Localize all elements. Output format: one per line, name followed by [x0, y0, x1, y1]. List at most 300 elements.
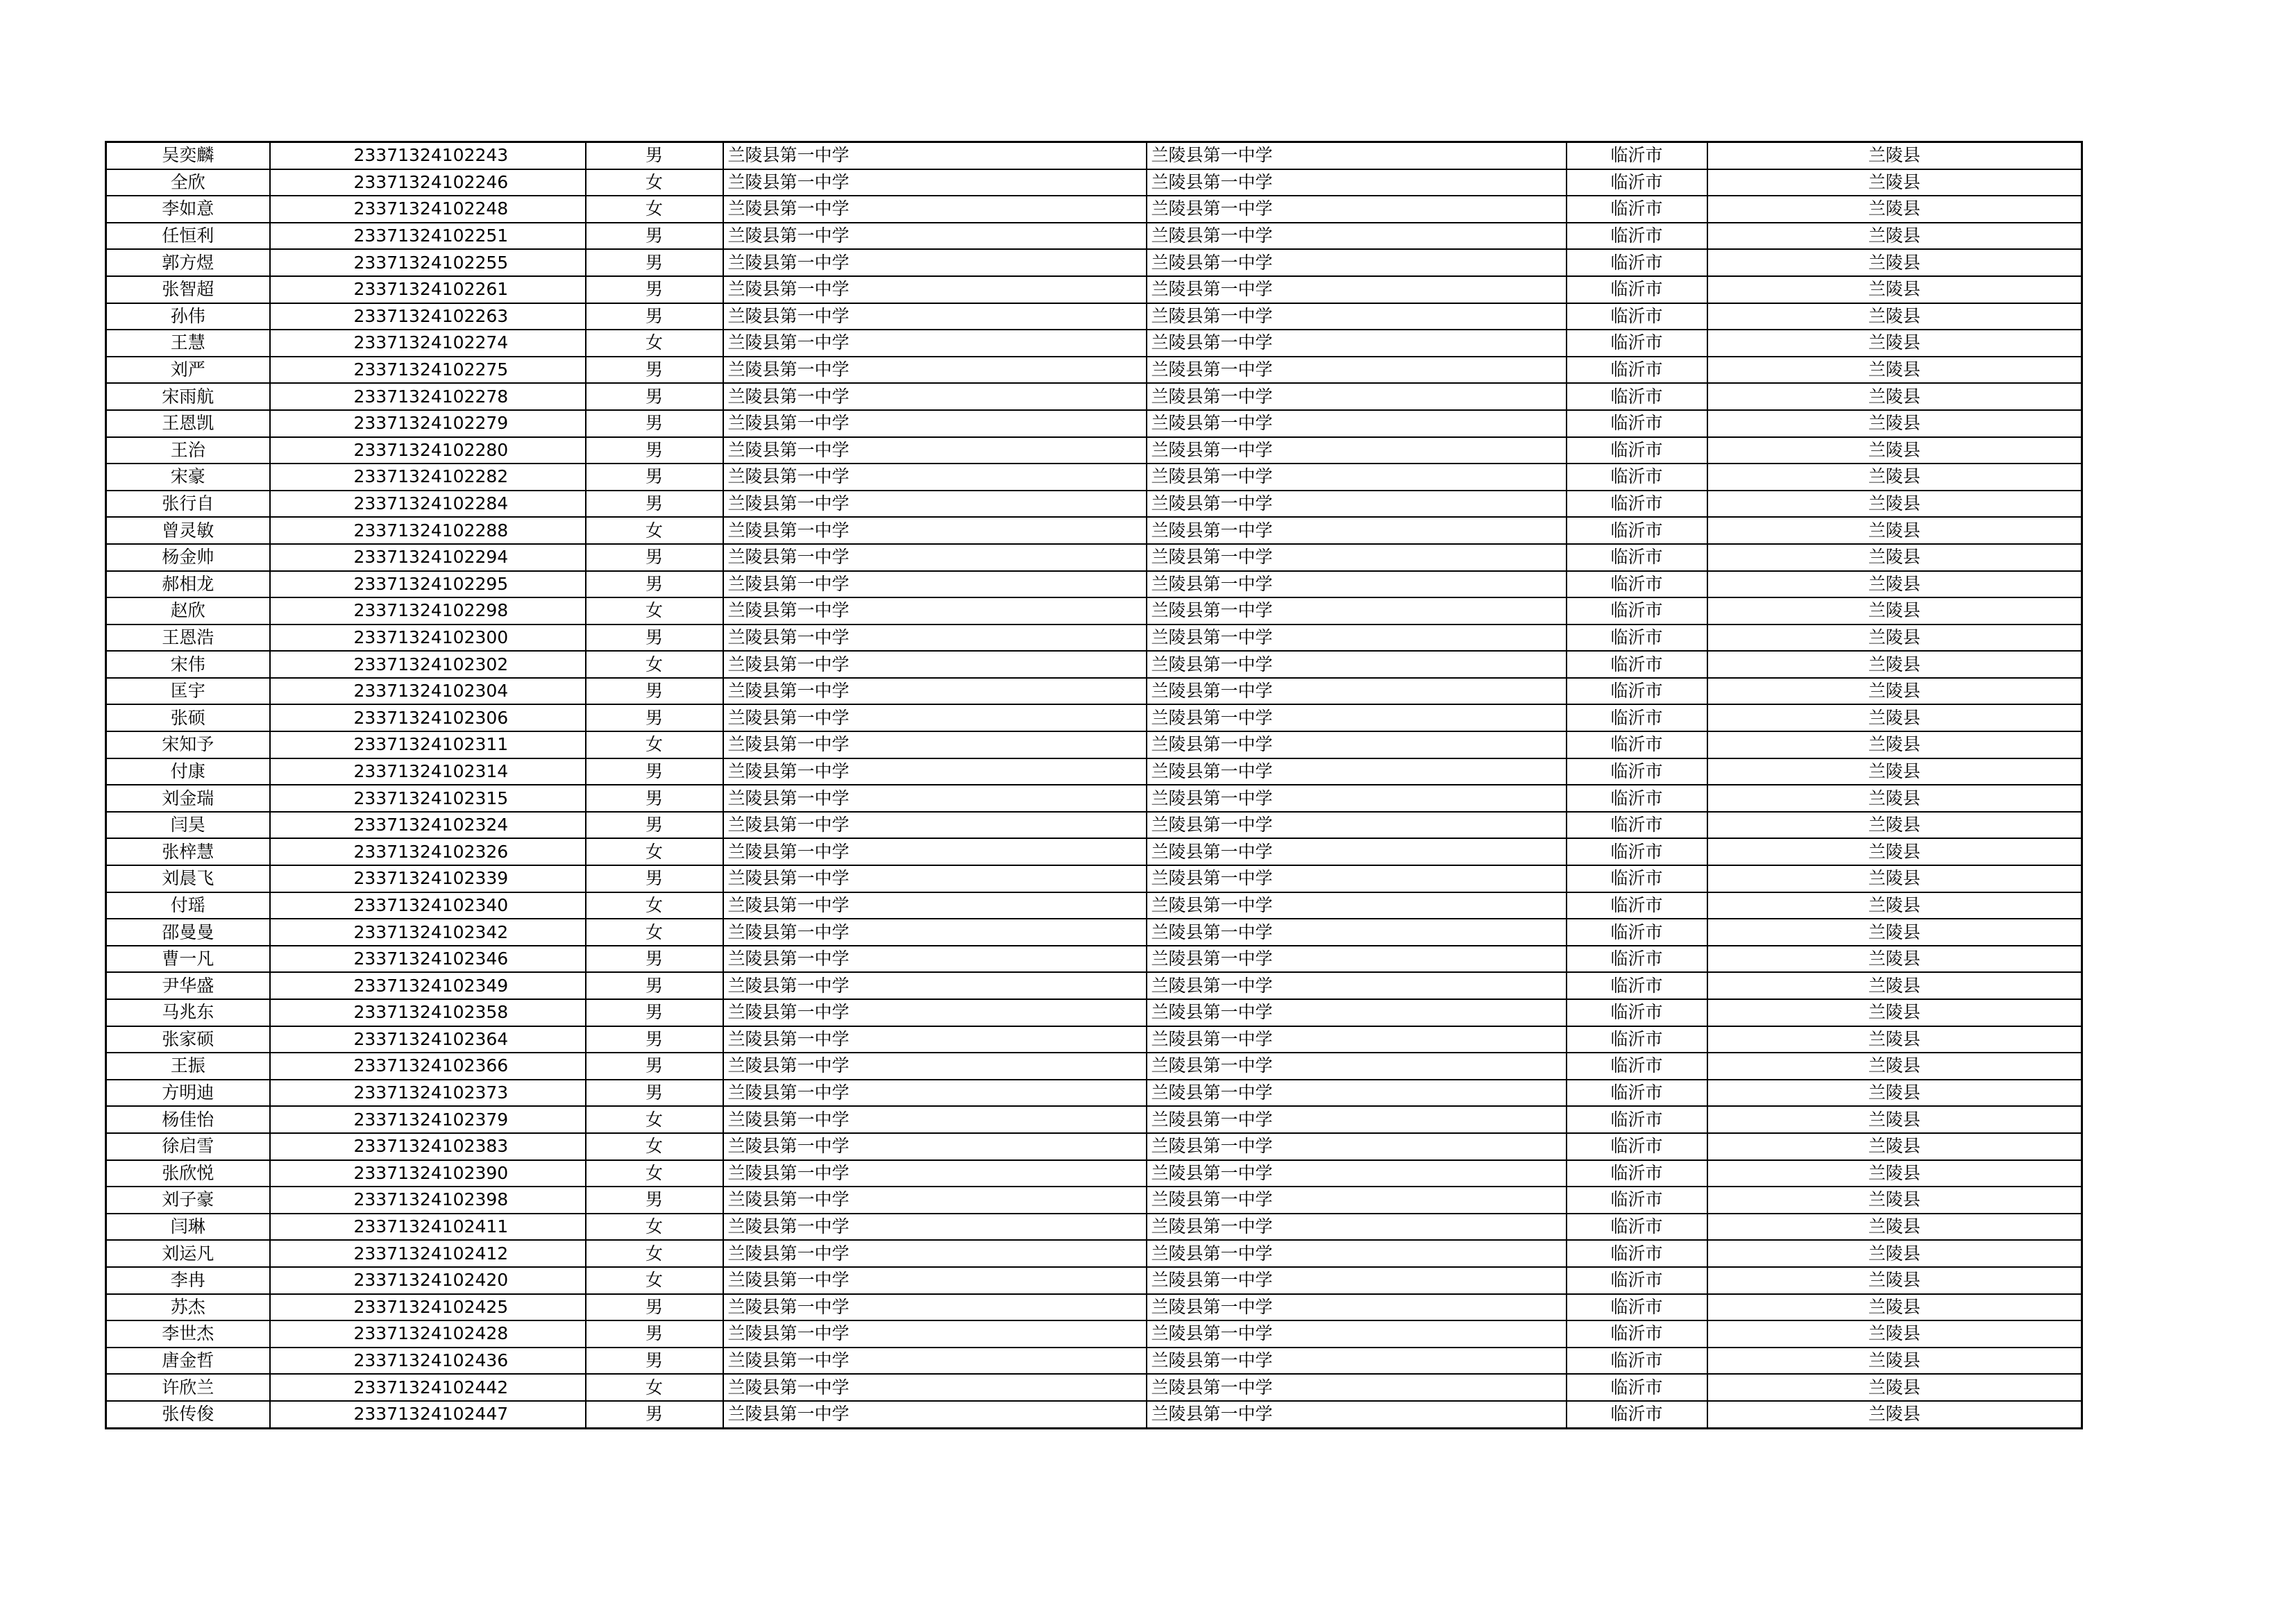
county-cell: 兰陵县: [1707, 1080, 2082, 1107]
exam-id-cell: 23371324102436: [270, 1348, 586, 1375]
table-row: [106, 1187, 2082, 1214]
city-cell: 临沂市: [1567, 357, 1707, 384]
student-name-cell: 张智超: [106, 276, 270, 303]
city-cell: 临沂市: [1567, 946, 1707, 973]
school-cell: 兰陵县第一中学: [723, 919, 1147, 946]
school-cell: 兰陵县第一中学: [723, 1348, 1147, 1375]
city-cell: 临沂市: [1567, 1320, 1707, 1348]
registration-school-cell: 兰陵县第一中学: [1147, 383, 1567, 410]
table-row: [106, 196, 2082, 223]
city-cell: 临沂市: [1567, 571, 1707, 598]
gender-cell: 男: [586, 464, 723, 491]
county-cell: 兰陵县: [1707, 437, 2082, 464]
county-cell: 兰陵县: [1707, 892, 2082, 919]
student-name-cell: 苏杰: [106, 1294, 270, 1321]
table-row: [106, 731, 2082, 758]
student-name-cell: 唐金哲: [106, 1348, 270, 1375]
city-cell: 临沂市: [1567, 704, 1707, 731]
exam-id-cell: 23371324102442: [270, 1374, 586, 1401]
county-cell: 兰陵县: [1707, 544, 2082, 571]
gender-cell: 男: [586, 571, 723, 598]
gender-cell: 女: [586, 1160, 723, 1187]
exam-id-cell: 23371324102425: [270, 1294, 586, 1321]
gender-cell: 男: [586, 1080, 723, 1107]
school-cell: 兰陵县第一中学: [723, 1401, 1147, 1428]
exam-id-cell: 23371324102366: [270, 1053, 586, 1080]
school-cell: 兰陵县第一中学: [723, 1214, 1147, 1241]
school-cell: 兰陵县第一中学: [723, 383, 1147, 410]
county-cell: 兰陵县: [1707, 383, 2082, 410]
gender-cell: 男: [586, 303, 723, 330]
gender-cell: 男: [586, 1187, 723, 1214]
gender-cell: 男: [586, 1348, 723, 1375]
gender-cell: 女: [586, 1214, 723, 1241]
city-cell: 临沂市: [1567, 410, 1707, 437]
exam-id-cell: 23371324102349: [270, 972, 586, 999]
registration-school-cell: 兰陵县第一中学: [1147, 196, 1567, 223]
county-cell: 兰陵县: [1707, 223, 2082, 250]
registration-school-cell: 兰陵县第一中学: [1147, 678, 1567, 705]
exam-id-cell: 23371324102420: [270, 1267, 586, 1294]
city-cell: 临沂市: [1567, 678, 1707, 705]
gender-cell: 男: [586, 357, 723, 384]
exam-id-cell: 23371324102326: [270, 838, 586, 865]
gender-cell: 男: [586, 276, 723, 303]
school-cell: 兰陵县第一中学: [723, 624, 1147, 652]
table-row: [106, 571, 2082, 598]
city-cell: 临沂市: [1567, 758, 1707, 785]
exam-id-cell: 23371324102315: [270, 785, 586, 812]
school-cell: 兰陵县第一中学: [723, 491, 1147, 518]
table-row: [106, 1026, 2082, 1053]
roster-body: [106, 142, 2082, 1429]
exam-id-cell: 23371324102300: [270, 624, 586, 652]
student-name-cell: 孙伟: [106, 303, 270, 330]
school-cell: 兰陵县第一中学: [723, 303, 1147, 330]
school-cell: 兰陵县第一中学: [723, 142, 1147, 169]
table-row: [106, 276, 2082, 303]
student-name-cell: 全欣: [106, 169, 270, 196]
registration-school-cell: 兰陵县第一中学: [1147, 1374, 1567, 1401]
city-cell: 临沂市: [1567, 972, 1707, 999]
county-cell: 兰陵县: [1707, 491, 2082, 518]
table-row: [106, 1374, 2082, 1401]
registration-school-cell: 兰陵县第一中学: [1147, 1348, 1567, 1375]
county-cell: 兰陵县: [1707, 838, 2082, 865]
registration-school-cell: 兰陵县第一中学: [1147, 276, 1567, 303]
student-name-cell: 方明迪: [106, 1080, 270, 1107]
gender-cell: 女: [586, 1240, 723, 1267]
county-cell: 兰陵县: [1707, 1214, 2082, 1241]
student-name-cell: 张欣悦: [106, 1160, 270, 1187]
county-cell: 兰陵县: [1707, 1026, 2082, 1053]
exam-id-cell: 23371324102428: [270, 1320, 586, 1348]
registration-school-cell: 兰陵县第一中学: [1147, 437, 1567, 464]
school-cell: 兰陵县第一中学: [723, 704, 1147, 731]
exam-id-cell: 23371324102412: [270, 1240, 586, 1267]
table-row: [106, 169, 2082, 196]
city-cell: 临沂市: [1567, 838, 1707, 865]
student-name-cell: 张硕: [106, 704, 270, 731]
gender-cell: 女: [586, 919, 723, 946]
school-cell: 兰陵县第一中学: [723, 785, 1147, 812]
city-cell: 临沂市: [1567, 1214, 1707, 1241]
city-cell: 临沂市: [1567, 865, 1707, 892]
county-cell: 兰陵县: [1707, 357, 2082, 384]
county-cell: 兰陵县: [1707, 678, 2082, 705]
registration-school-cell: 兰陵县第一中学: [1147, 169, 1567, 196]
county-cell: 兰陵县: [1707, 919, 2082, 946]
school-cell: 兰陵县第一中学: [723, 1026, 1147, 1053]
student-name-cell: 付康: [106, 758, 270, 785]
gender-cell: 女: [586, 169, 723, 196]
table-row: [106, 464, 2082, 491]
registration-school-cell: 兰陵县第一中学: [1147, 1214, 1567, 1241]
city-cell: 临沂市: [1567, 1401, 1707, 1428]
county-cell: 兰陵县: [1707, 624, 2082, 652]
city-cell: 临沂市: [1567, 785, 1707, 812]
student-name-cell: 王恩浩: [106, 624, 270, 652]
registration-school-cell: 兰陵县第一中学: [1147, 1026, 1567, 1053]
county-cell: 兰陵县: [1707, 196, 2082, 223]
registration-school-cell: 兰陵县第一中学: [1147, 1401, 1567, 1428]
gender-cell: 男: [586, 865, 723, 892]
table-row: [106, 357, 2082, 384]
county-cell: 兰陵县: [1707, 276, 2082, 303]
gender-cell: 男: [586, 544, 723, 571]
school-cell: 兰陵县第一中学: [723, 1053, 1147, 1080]
gender-cell: 男: [586, 1320, 723, 1348]
registration-school-cell: 兰陵县第一中学: [1147, 330, 1567, 357]
registration-school-cell: 兰陵县第一中学: [1147, 142, 1567, 169]
school-cell: 兰陵县第一中学: [723, 678, 1147, 705]
city-cell: 临沂市: [1567, 597, 1707, 624]
table-row: [106, 249, 2082, 276]
county-cell: 兰陵县: [1707, 1294, 2082, 1321]
gender-cell: 男: [586, 999, 723, 1026]
student-name-cell: 王振: [106, 1053, 270, 1080]
gender-cell: 男: [586, 946, 723, 973]
gender-cell: 男: [586, 1053, 723, 1080]
table-row: [106, 1240, 2082, 1267]
table-row: [106, 1294, 2082, 1321]
student-name-cell: 宋知予: [106, 731, 270, 758]
student-name-cell: 李如意: [106, 196, 270, 223]
table-row: [106, 946, 2082, 973]
city-cell: 临沂市: [1567, 169, 1707, 196]
city-cell: 临沂市: [1567, 1187, 1707, 1214]
city-cell: 临沂市: [1567, 464, 1707, 491]
table-row: [106, 544, 2082, 571]
exam-id-cell: 23371324102311: [270, 731, 586, 758]
registration-school-cell: 兰陵县第一中学: [1147, 1240, 1567, 1267]
city-cell: 临沂市: [1567, 491, 1707, 518]
gender-cell: 女: [586, 651, 723, 678]
city-cell: 临沂市: [1567, 1133, 1707, 1160]
school-cell: 兰陵县第一中学: [723, 437, 1147, 464]
registration-school-cell: 兰陵县第一中学: [1147, 223, 1567, 250]
county-cell: 兰陵县: [1707, 1240, 2082, 1267]
city-cell: 临沂市: [1567, 437, 1707, 464]
county-cell: 兰陵县: [1707, 1053, 2082, 1080]
student-name-cell: 曾灵敏: [106, 517, 270, 544]
county-cell: 兰陵县: [1707, 517, 2082, 544]
county-cell: 兰陵县: [1707, 464, 2082, 491]
county-cell: 兰陵县: [1707, 865, 2082, 892]
student-name-cell: 任恒利: [106, 223, 270, 250]
registration-school-cell: 兰陵县第一中学: [1147, 758, 1567, 785]
table-row: [106, 1160, 2082, 1187]
city-cell: 临沂市: [1567, 196, 1707, 223]
school-cell: 兰陵县第一中学: [723, 1267, 1147, 1294]
city-cell: 临沂市: [1567, 1106, 1707, 1133]
exam-id-cell: 23371324102288: [270, 517, 586, 544]
exam-id-cell: 23371324102398: [270, 1187, 586, 1214]
school-cell: 兰陵县第一中学: [723, 1080, 1147, 1107]
registration-school-cell: 兰陵县第一中学: [1147, 651, 1567, 678]
city-cell: 临沂市: [1567, 303, 1707, 330]
city-cell: 临沂市: [1567, 999, 1707, 1026]
exam-id-cell: 23371324102447: [270, 1401, 586, 1428]
registration-school-cell: 兰陵县第一中学: [1147, 838, 1567, 865]
exam-id-cell: 23371324102248: [270, 196, 586, 223]
exam-id-cell: 23371324102279: [270, 410, 586, 437]
county-cell: 兰陵县: [1707, 1187, 2082, 1214]
registration-school-cell: 兰陵县第一中学: [1147, 1294, 1567, 1321]
student-name-cell: 马兆东: [106, 999, 270, 1026]
student-name-cell: 刘晨飞: [106, 865, 270, 892]
table-row: [106, 678, 2082, 705]
student-name-cell: 王治: [106, 437, 270, 464]
school-cell: 兰陵县第一中学: [723, 464, 1147, 491]
school-cell: 兰陵县第一中学: [723, 517, 1147, 544]
city-cell: 临沂市: [1567, 223, 1707, 250]
exam-id-cell: 23371324102358: [270, 999, 586, 1026]
county-cell: 兰陵县: [1707, 999, 2082, 1026]
gender-cell: 男: [586, 491, 723, 518]
table-row: [106, 437, 2082, 464]
exam-id-cell: 23371324102314: [270, 758, 586, 785]
city-cell: 临沂市: [1567, 624, 1707, 652]
exam-id-cell: 23371324102379: [270, 1106, 586, 1133]
county-cell: 兰陵县: [1707, 1348, 2082, 1375]
school-cell: 兰陵县第一中学: [723, 544, 1147, 571]
city-cell: 临沂市: [1567, 1374, 1707, 1401]
city-cell: 临沂市: [1567, 330, 1707, 357]
county-cell: 兰陵县: [1707, 1374, 2082, 1401]
table-row: [106, 223, 2082, 250]
table-row: [106, 491, 2082, 518]
exam-id-cell: 23371324102280: [270, 437, 586, 464]
school-cell: 兰陵县第一中学: [723, 249, 1147, 276]
school-cell: 兰陵县第一中学: [723, 410, 1147, 437]
table-row: [106, 865, 2082, 892]
school-cell: 兰陵县第一中学: [723, 651, 1147, 678]
gender-cell: 男: [586, 972, 723, 999]
city-cell: 临沂市: [1567, 1240, 1707, 1267]
exam-id-cell: 23371324102324: [270, 812, 586, 839]
county-cell: 兰陵县: [1707, 1267, 2082, 1294]
county-cell: 兰陵县: [1707, 812, 2082, 839]
exam-id-cell: 23371324102263: [270, 303, 586, 330]
student-name-cell: 闫昊: [106, 812, 270, 839]
table-row: [106, 1267, 2082, 1294]
school-cell: 兰陵县第一中学: [723, 946, 1147, 973]
gender-cell: 男: [586, 758, 723, 785]
school-cell: 兰陵县第一中学: [723, 571, 1147, 598]
city-cell: 临沂市: [1567, 1267, 1707, 1294]
school-cell: 兰陵县第一中学: [723, 1374, 1147, 1401]
student-name-cell: 张行自: [106, 491, 270, 518]
county-cell: 兰陵县: [1707, 1133, 2082, 1160]
county-cell: 兰陵县: [1707, 731, 2082, 758]
table-row: [106, 330, 2082, 357]
city-cell: 临沂市: [1567, 544, 1707, 571]
exam-id-cell: 23371324102246: [270, 169, 586, 196]
registration-school-cell: 兰陵县第一中学: [1147, 919, 1567, 946]
registration-school-cell: 兰陵县第一中学: [1147, 464, 1567, 491]
school-cell: 兰陵县第一中学: [723, 1187, 1147, 1214]
exam-id-cell: 23371324102346: [270, 946, 586, 973]
exam-id-cell: 23371324102304: [270, 678, 586, 705]
county-cell: 兰陵县: [1707, 1106, 2082, 1133]
exam-id-cell: 23371324102340: [270, 892, 586, 919]
table-row: [106, 303, 2082, 330]
county-cell: 兰陵县: [1707, 785, 2082, 812]
exam-id-cell: 23371324102278: [270, 383, 586, 410]
gender-cell: 男: [586, 223, 723, 250]
gender-cell: 男: [586, 785, 723, 812]
registration-school-cell: 兰陵县第一中学: [1147, 624, 1567, 652]
registration-school-cell: 兰陵县第一中学: [1147, 357, 1567, 384]
exam-id-cell: 23371324102295: [270, 571, 586, 598]
gender-cell: 女: [586, 1374, 723, 1401]
school-cell: 兰陵县第一中学: [723, 357, 1147, 384]
school-cell: 兰陵县第一中学: [723, 597, 1147, 624]
school-cell: 兰陵县第一中学: [723, 758, 1147, 785]
table-row: [106, 142, 2082, 169]
exam-id-cell: 23371324102275: [270, 357, 586, 384]
registration-school-cell: 兰陵县第一中学: [1147, 865, 1567, 892]
table-row: [106, 758, 2082, 785]
exam-id-cell: 23371324102383: [270, 1133, 586, 1160]
registration-school-cell: 兰陵县第一中学: [1147, 517, 1567, 544]
school-cell: 兰陵县第一中学: [723, 223, 1147, 250]
exam-id-cell: 23371324102339: [270, 865, 586, 892]
student-name-cell: 张家硕: [106, 1026, 270, 1053]
table-row: [106, 838, 2082, 865]
county-cell: 兰陵县: [1707, 142, 2082, 169]
school-cell: 兰陵县第一中学: [723, 731, 1147, 758]
table-row: [106, 410, 2082, 437]
exam-id-cell: 23371324102243: [270, 142, 586, 169]
gender-cell: 女: [586, 196, 723, 223]
gender-cell: 女: [586, 597, 723, 624]
registration-school-cell: 兰陵县第一中学: [1147, 704, 1567, 731]
student-roster-table: [105, 141, 2083, 1429]
school-cell: 兰陵县第一中学: [723, 972, 1147, 999]
school-cell: 兰陵县第一中学: [723, 812, 1147, 839]
registration-school-cell: 兰陵县第一中学: [1147, 1320, 1567, 1348]
student-name-cell: 杨金帅: [106, 544, 270, 571]
gender-cell: 女: [586, 892, 723, 919]
table-row: [106, 704, 2082, 731]
gender-cell: 女: [586, 838, 723, 865]
county-cell: 兰陵县: [1707, 597, 2082, 624]
registration-school-cell: 兰陵县第一中学: [1147, 1080, 1567, 1107]
registration-school-cell: 兰陵县第一中学: [1147, 785, 1567, 812]
student-name-cell: 付瑶: [106, 892, 270, 919]
city-cell: 临沂市: [1567, 1026, 1707, 1053]
county-cell: 兰陵县: [1707, 249, 2082, 276]
registration-school-cell: 兰陵县第一中学: [1147, 571, 1567, 598]
gender-cell: 男: [586, 1294, 723, 1321]
city-cell: 临沂市: [1567, 276, 1707, 303]
student-name-cell: 刘严: [106, 357, 270, 384]
city-cell: 临沂市: [1567, 517, 1707, 544]
registration-school-cell: 兰陵县第一中学: [1147, 544, 1567, 571]
table-row: [106, 812, 2082, 839]
gender-cell: 男: [586, 1026, 723, 1053]
student-name-cell: 郝相龙: [106, 571, 270, 598]
student-name-cell: 杨佳怡: [106, 1106, 270, 1133]
city-cell: 临沂市: [1567, 1080, 1707, 1107]
table-row: [106, 919, 2082, 946]
gender-cell: 男: [586, 249, 723, 276]
student-name-cell: 王慧: [106, 330, 270, 357]
table-row: [106, 1053, 2082, 1080]
student-name-cell: 吴奕麟: [106, 142, 270, 169]
registration-school-cell: 兰陵县第一中学: [1147, 410, 1567, 437]
gender-cell: 男: [586, 410, 723, 437]
table-row: [106, 597, 2082, 624]
registration-school-cell: 兰陵县第一中学: [1147, 249, 1567, 276]
student-name-cell: 张梓慧: [106, 838, 270, 865]
gender-cell: 男: [586, 704, 723, 731]
county-cell: 兰陵县: [1707, 410, 2082, 437]
school-cell: 兰陵县第一中学: [723, 999, 1147, 1026]
school-cell: 兰陵县第一中学: [723, 1320, 1147, 1348]
city-cell: 临沂市: [1567, 919, 1707, 946]
school-cell: 兰陵县第一中学: [723, 196, 1147, 223]
county-cell: 兰陵县: [1707, 651, 2082, 678]
table-row: [106, 1214, 2082, 1241]
student-name-cell: 刘子豪: [106, 1187, 270, 1214]
gender-cell: 男: [586, 142, 723, 169]
student-name-cell: 张传俊: [106, 1401, 270, 1428]
county-cell: 兰陵县: [1707, 946, 2082, 973]
school-cell: 兰陵县第一中学: [723, 330, 1147, 357]
student-name-cell: 许欣兰: [106, 1374, 270, 1401]
table-row: [106, 517, 2082, 544]
registration-school-cell: 兰陵县第一中学: [1147, 1267, 1567, 1294]
exam-id-cell: 23371324102364: [270, 1026, 586, 1053]
gender-cell: 男: [586, 1401, 723, 1428]
gender-cell: 男: [586, 812, 723, 839]
gender-cell: 女: [586, 1106, 723, 1133]
city-cell: 临沂市: [1567, 651, 1707, 678]
city-cell: 临沂市: [1567, 1294, 1707, 1321]
student-name-cell: 郭方煜: [106, 249, 270, 276]
gender-cell: 女: [586, 1133, 723, 1160]
exam-id-cell: 23371324102261: [270, 276, 586, 303]
gender-cell: 女: [586, 731, 723, 758]
registration-school-cell: 兰陵县第一中学: [1147, 999, 1567, 1026]
exam-id-cell: 23371324102342: [270, 919, 586, 946]
gender-cell: 女: [586, 1267, 723, 1294]
student-name-cell: 尹华盛: [106, 972, 270, 999]
table-row: [106, 785, 2082, 812]
